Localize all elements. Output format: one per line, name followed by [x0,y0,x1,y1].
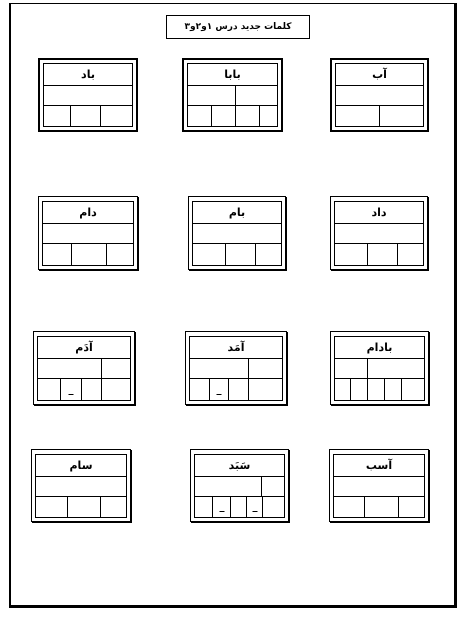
letter-box [212,497,230,517]
word-label: داد [335,202,423,224]
letter-box [70,106,100,126]
word-label: سام [36,455,126,477]
letter-box [259,106,277,126]
letter-box [261,477,284,496]
letter-box [401,379,424,400]
word-label: آدَم [38,337,130,359]
word-label: دام [43,202,133,224]
letter-box [100,497,126,517]
letter-boxes [195,497,284,517]
word-card-baba [182,58,283,132]
letter-box [334,497,364,517]
writing-line [335,224,423,244]
letter-box [230,497,246,517]
letter-box [44,106,70,126]
letter-boxes [193,244,281,265]
writing-line [36,477,126,497]
writing-line [190,359,282,379]
writing-line [195,477,284,497]
letter-box [209,379,228,400]
letter-box [262,497,284,517]
letter-box [335,244,367,265]
letter-boxes [336,106,423,126]
word-card-asb [329,449,429,522]
letter-box [336,106,379,126]
letter-box [101,379,130,400]
word-label: آب [336,64,423,86]
writing-line [188,86,277,106]
letter-boxes [188,106,277,126]
letter-box [71,244,106,265]
letter-box [367,244,397,265]
letter-box [38,379,60,400]
word-label: بادام [335,337,424,359]
letter-box [190,379,209,400]
letter-box [38,359,101,378]
letter-box [397,244,423,265]
letter-boxes [190,379,282,400]
letter-box [235,106,259,126]
letter-box [248,379,282,400]
letter-box [228,379,248,400]
fatha-mark [252,511,257,512]
fatha-mark [69,394,74,395]
letter-box [384,379,401,400]
word-label: بام [193,202,281,224]
writing-line [43,224,133,244]
letter-box [100,106,132,126]
writing-line [336,86,423,106]
word-label: سَبَد [195,455,284,477]
word-card-badam [330,331,429,405]
word-card-ab [330,58,429,132]
letter-boxes [38,379,130,400]
word-label: آسب [334,455,424,477]
writing-line [38,359,130,379]
letter-boxes [36,497,126,517]
writing-line [193,224,281,244]
letter-boxes [334,497,424,517]
letter-box [60,379,81,400]
word-card-sabad [190,449,289,522]
word-label: آمَد [190,337,282,359]
word-label: بابا [188,64,277,86]
word-card-bam [188,196,286,270]
writing-line [44,86,132,106]
letter-box [248,359,282,378]
writing-line [335,359,424,379]
writing-line [334,477,424,497]
fatha-mark [219,511,224,512]
letter-box [188,106,211,126]
letter-boxes [43,244,133,265]
letter-box [379,106,423,126]
letter-box [195,497,212,517]
letter-box [235,86,277,105]
letter-box [398,497,424,517]
word-label: باد [44,64,132,86]
letter-box [246,497,262,517]
letter-box [43,244,71,265]
letter-box [36,497,67,517]
letter-box [350,379,367,400]
letter-box [190,359,248,378]
letter-box [188,86,235,105]
word-card-amad [185,331,287,405]
word-card-adam [33,331,135,405]
letter-box [255,244,281,265]
letter-box [225,244,255,265]
word-card-dam [38,196,138,270]
word-card-sam [31,449,131,522]
word-card-bad [38,58,138,132]
letter-boxes [44,106,132,126]
letter-boxes [335,379,424,400]
letter-box [67,497,100,517]
fatha-mark [217,394,222,395]
worksheet-title: کلمات جدید درس ۱و۲و۳ [166,15,310,39]
letter-box [367,359,424,378]
letter-box [193,244,225,265]
letter-box [367,379,384,400]
letter-box [364,497,398,517]
letter-boxes [335,244,423,265]
letter-box [81,379,101,400]
letter-box [106,244,133,265]
letter-box [101,359,130,378]
letter-box [195,477,261,496]
letter-box [335,359,367,378]
letter-box [211,106,235,126]
letter-box [335,379,350,400]
word-card-dad [330,196,428,270]
